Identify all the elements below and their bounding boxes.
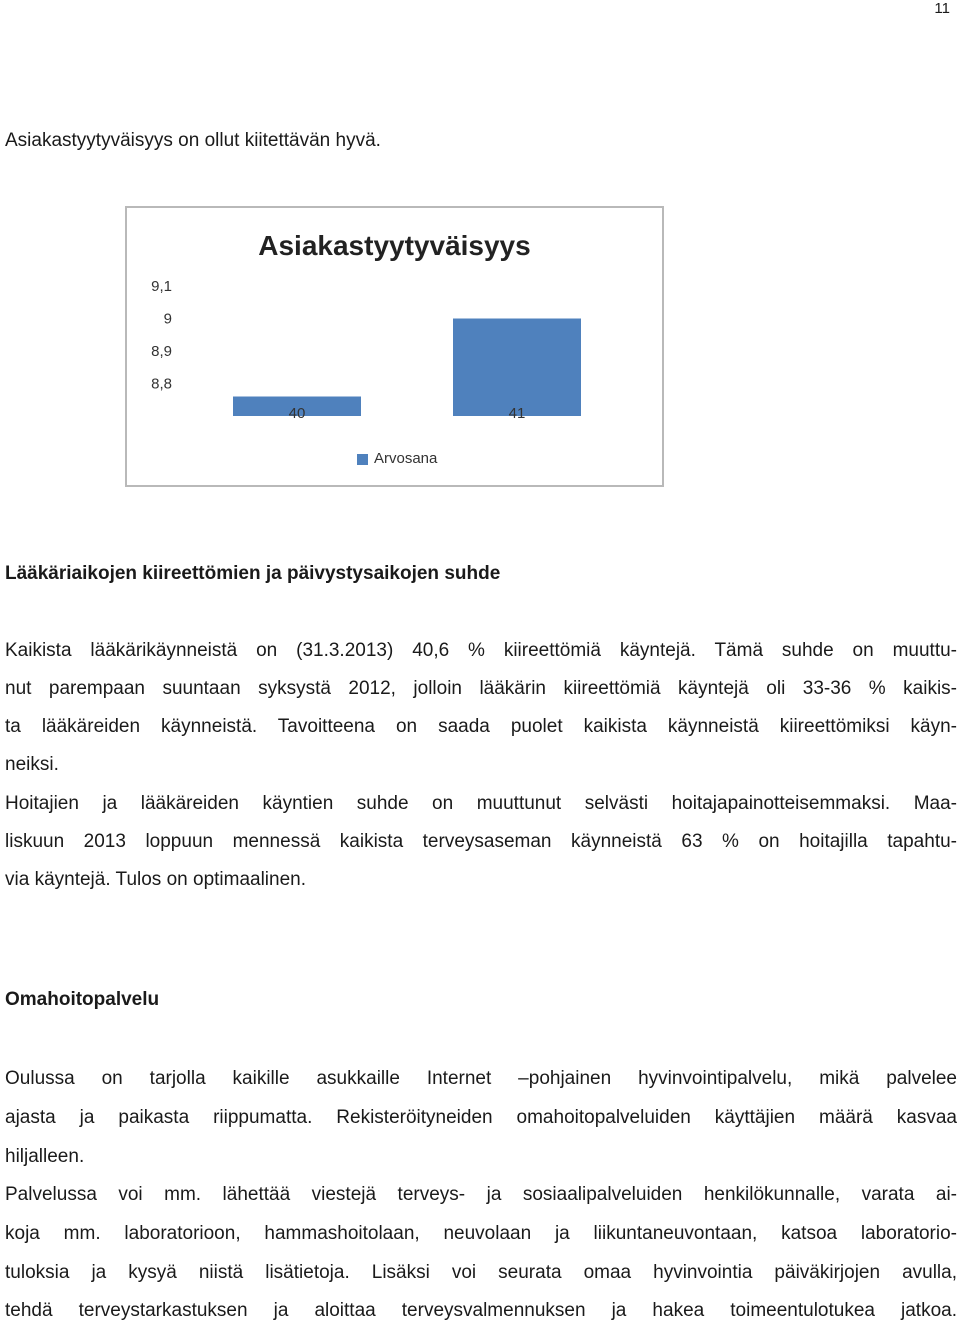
- chart-plot: [127, 208, 662, 485]
- section2-line: tehdä terveystarkastuksen ja aloittaa terveysvalmennuksen ja hakea toimeentulotukea jatkoa.: [5, 1300, 957, 1321]
- section2-line: ajasta ja paikasta riippumatta. Rekisteröityneiden omahoitopalveluiden käyttäjien määrä kasvaa: [5, 1107, 957, 1128]
- section1-line: Kaikista lääkärikäynneistä on (31.3.2013) 40,6 % kiireettömiä käyntejä. Tämä suhde on muuttu-: [5, 640, 957, 661]
- y-tick-label: 8,9: [151, 343, 172, 360]
- section1-line: neiksi.: [5, 754, 59, 775]
- y-tick-label: 9,1: [151, 278, 172, 295]
- section2-line: Palvelussa voi mm. lähettää viestejä terveys- ja sosiaalipalveluiden henkilökunnalle, varata ai-: [5, 1184, 957, 1205]
- section2-line: Oulussa on tarjolla kaikille asukkaille Internet –pohjainen hyvinvointipalvelu, mikä palvelee: [5, 1068, 957, 1089]
- section1-line: via käyntejä. Tulos on optimaalinen.: [5, 869, 307, 890]
- page-number: 11: [934, 0, 950, 17]
- section1-line: Hoitajien ja lääkäreiden käyntien suhde on muuttunut selvästi hoitajapainotteisemmaksi. Maa-: [5, 793, 957, 814]
- legend-label: Arvosana: [374, 450, 438, 467]
- legend-swatch: [357, 454, 368, 465]
- section2-line: hiljalleen.: [5, 1146, 85, 1167]
- bar-41: [453, 319, 581, 417]
- intro-text: Asiakastyytyväisyys on ollut kiitettävän hyvä.: [5, 130, 381, 151]
- chart-legend: [357, 450, 437, 467]
- section1-line: ta lääkäreiden käynneistä. Tavoitteena on saada puolet kaikista käynneistä kiireettömiksi käyn-: [5, 716, 957, 737]
- y-tick-label: 8,8: [151, 375, 172, 393]
- section2-line: tuloksia ja kysyä niistä lisätietoja. Lisäksi voi seurata omaa hyvinvointia päiväkirjojen avulla,: [5, 1262, 957, 1283]
- chart-title: Asiakastyytyväisyys: [258, 230, 531, 261]
- section2-heading: Omahoitopalvelu: [5, 989, 160, 1010]
- x-tick-label: 41: [508, 405, 526, 422]
- section1-line: nut parempaan suuntaan syksystä 2012, jolloin lääkärin kiireettömiä käyntejä oli 33-36 % kaikis-: [5, 678, 957, 699]
- y-tick-label: 9: [163, 310, 172, 328]
- x-tick-label: 40: [288, 405, 306, 422]
- section1-line: liskuun 2013 loppuun mennessä kaikista terveysaseman käynneistä 63 % on hoitajilla tapahtu-: [5, 831, 957, 852]
- section2-line: koja mm. laboratorioon, hammashoitolaan, neuvolaan ja liikuntaneuvontaan, katsoa laboratorio-: [5, 1223, 957, 1244]
- satisfaction-chart: [125, 206, 664, 487]
- section1-heading: Lääkäriaikojen kiireettömien ja päivystysaikojen suhde: [5, 563, 501, 584]
